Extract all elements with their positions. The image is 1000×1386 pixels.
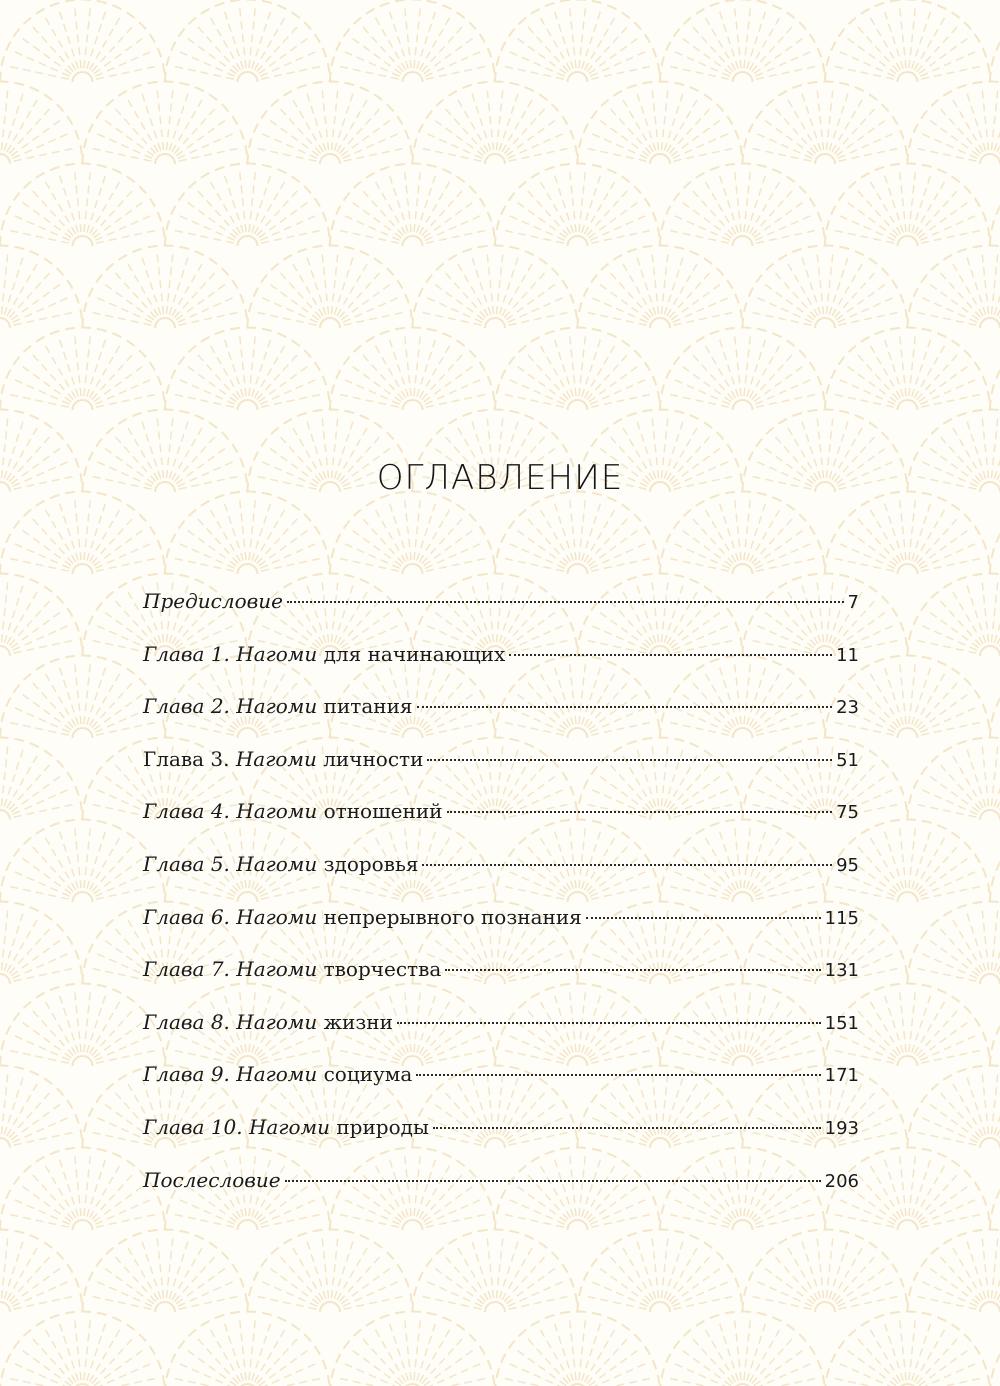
toc-entry-title-italic: Глава 9. Нагоми [143,1062,318,1087]
toc-page-number: 51 [836,749,859,771]
toc-page-number: 115 [824,907,859,929]
toc-entry [143,1059,859,1112]
toc-entry-title-plain: социума [317,1062,413,1087]
toc-entry-title-plain: для начинающих [317,641,506,666]
toc-entry-title-italic: Послесловие [143,1167,281,1192]
toc-entry-title-plain: питания [317,694,413,719]
toc-dot-leader [586,917,821,919]
toc-page-number: 75 [836,802,859,824]
toc-entry-title-plain: жизни [317,1009,393,1034]
toc-entry-title-italic: Глава 1. Нагоми [143,641,318,666]
toc-entry-title [143,796,443,826]
toc-entry-title-plain: здоровья [317,851,419,876]
toc-entry-title [143,744,423,774]
toc-entry [143,902,859,955]
toc-dot-leader [422,864,832,866]
toc-page-number: 151 [824,1012,859,1034]
toc-dot-leader [397,1022,821,1024]
toc-dot-leader [445,969,820,971]
toc-entry [143,691,859,744]
toc-dot-leader [433,1127,821,1129]
toc-page-number: 193 [824,1117,859,1139]
toc-dot-leader [285,1180,821,1182]
toc-entry-title-plain: творчества [317,957,442,982]
toc-dot-leader [447,811,833,813]
toc-entry-title-plain: природы [329,1114,429,1139]
toc-dot-leader [509,654,832,656]
toc-entry-title [143,954,441,984]
toc-entry [143,1007,859,1060]
toc-dot-leader [417,706,833,708]
toc-dot-leader [416,1074,820,1076]
toc-entry-title-italic: Предисловие [143,589,283,613]
toc-entry-title [143,1165,281,1195]
toc-entry-title-italic: Глава 8. Нагоми [143,1009,318,1034]
toc-entry-title-italic: Глава 2. Нагоми [143,694,318,719]
toc-page-number: 171 [824,1065,859,1087]
toc-dot-leader [287,601,844,603]
toc-entry-title-italic: Глава 6. Нагоми [143,904,318,929]
toc-entry-title [143,691,413,721]
table-of-contents [143,586,859,1217]
toc-entry-title [143,1007,393,1037]
toc-page-number: 131 [824,960,859,982]
toc-entry-title-italic: Глава 5. Нагоми [143,851,318,876]
page-title: ОГЛАВЛЕНИЕ [376,458,624,498]
toc-page-number: 95 [836,854,859,876]
toc-entry-title-italic: Глава 10. Нагоми [143,1114,330,1139]
toc-entry-title [143,849,418,879]
toc-entry-title-plain: личности [316,746,424,771]
toc-entry-title-plain: непрерывного познания [317,904,582,929]
toc-entry-title-italic: Глава 4. Нагоми [143,799,318,824]
toc-entry-title [143,639,505,669]
toc-entry-title-italic: Глава 7. Нагоми [143,957,318,982]
toc-entry [143,639,859,692]
toc-dot-leader [427,759,832,761]
toc-entry [143,1165,859,1218]
toc-page-number: 206 [824,1170,859,1192]
toc-entry-title-italic: Нагоми [235,746,317,771]
toc-entry-title [143,1059,412,1089]
toc-entry-title [143,1112,429,1142]
toc-entry-title [143,586,283,616]
toc-entry [143,954,859,1007]
toc-page-number: 11 [836,644,859,666]
toc-entry [143,849,859,902]
toc-page-number: 23 [836,697,859,719]
toc-entry [143,744,859,797]
toc-entry-title [143,902,582,932]
toc-entry-title-prefix: Глава 3. [143,746,236,771]
toc-entry [143,1112,859,1165]
toc-entry [143,586,859,639]
toc-entry-title-plain: отношений [317,799,443,824]
toc-page-number: 7 [847,592,859,613]
toc-entry [143,796,859,849]
